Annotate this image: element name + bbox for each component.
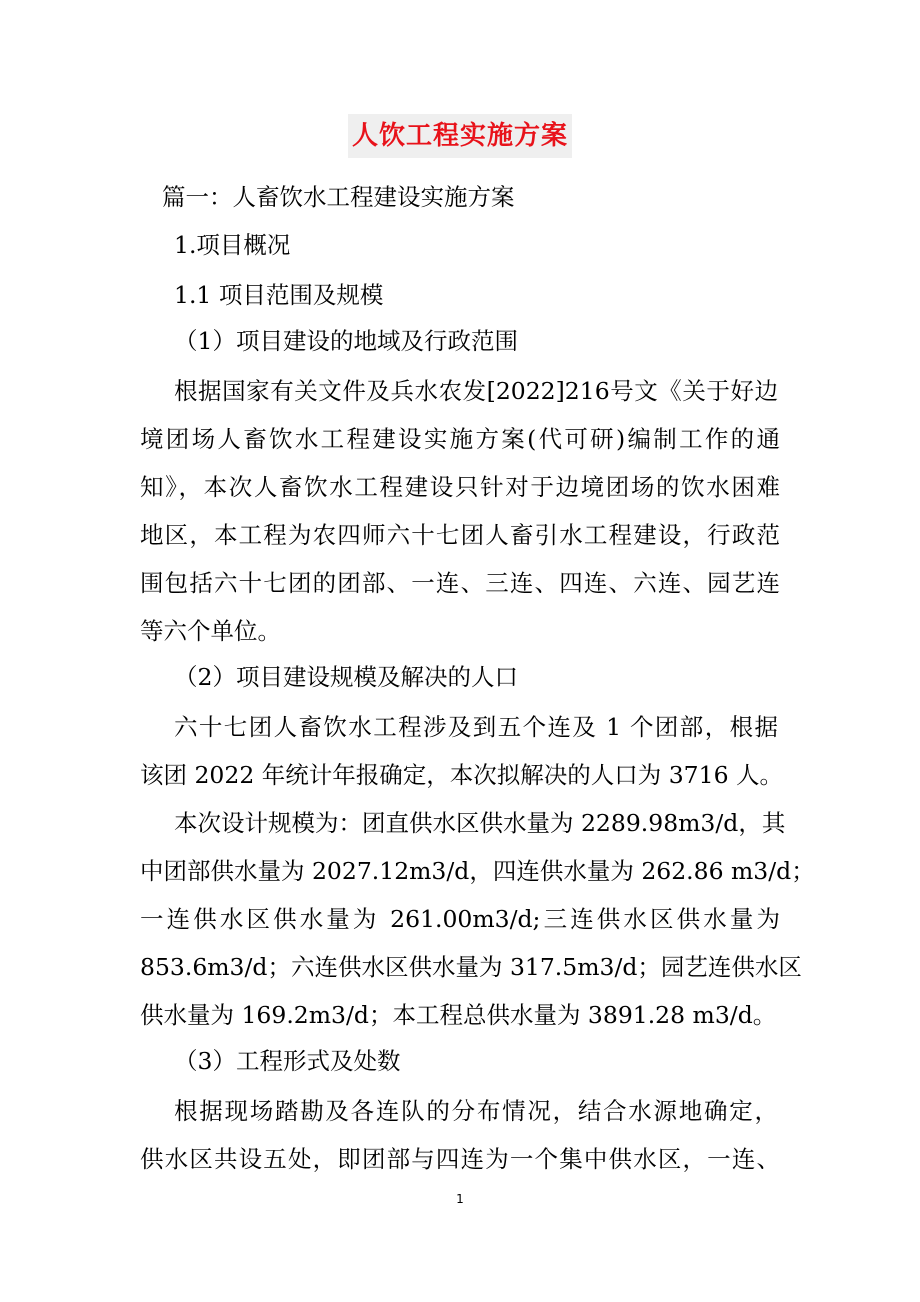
paragraph-line: 根据现场踏勘及各连队的分布情况，结合水源地确定， xyxy=(174,1097,778,1125)
paragraph-line: 中团部供水量为 2027.12m3/d，四连供水量为 262.86 m3/d； xyxy=(140,857,815,885)
heading-1: 1.项目概况 xyxy=(174,231,291,259)
paragraph-line: 供水区共设五处，即团部与四连为一个集中供水区，一连、 xyxy=(140,1145,780,1173)
paragraph-line: 地区，本工程为农四师六十七团人畜引水工程建设，行政范 xyxy=(140,521,780,549)
paragraph-line: 围包括六十七团的团部、一连、三连、四连、六连、园艺连 xyxy=(140,569,780,597)
section-heading: 篇一：人畜饮水工程建设实施方案 xyxy=(162,183,515,211)
subheading-1: （1）项目建设的地域及行政范围 xyxy=(174,327,518,355)
document-title: 人饮工程实施方案 xyxy=(348,114,572,158)
paragraph-line: 境团场人畜饮水工程建设实施方案(代可研)编制工作的通 xyxy=(140,425,780,453)
paragraph-line: 知》，本次人畜饮水工程建设只针对于边境团场的饮水困难 xyxy=(140,473,780,501)
heading-1-1: 1.1 项目范围及规模 xyxy=(174,281,384,309)
paragraph-line: 供水量为 169.2m3/d；本工程总供水量为 3891.28 m3/d。 xyxy=(140,1001,777,1029)
subheading-3: （3）工程形式及处数 xyxy=(174,1047,401,1075)
paragraph-line: 等六个单位。 xyxy=(140,617,281,645)
page-number: 1 xyxy=(456,1192,464,1206)
paragraph-line: 根据国家有关文件及兵水农发[2022]216号文《关于好边 xyxy=(174,377,778,405)
paragraph-line: 该团 2022 年统计年报确定，本次拟解决的人口为 3716 人。 xyxy=(140,761,783,789)
paragraph-line: 六十七团人畜饮水工程涉及到五个连及 1 个团部，根据 xyxy=(174,713,778,741)
paragraph-line: 853.6m3/d；六连供水区供水量为 317.5m3/d；园艺连供水区 xyxy=(140,953,802,981)
paragraph-line: 一连供水区供水量为 261.00m3/d;三连供水区供水量为 xyxy=(140,905,780,933)
document-title-wrap xyxy=(0,114,920,160)
paragraph-line: 本次设计规模为：团直供水区供水量为 2289.98m3/d，其 xyxy=(174,809,786,837)
subheading-2: （2）项目建设规模及解决的人口 xyxy=(174,663,518,691)
